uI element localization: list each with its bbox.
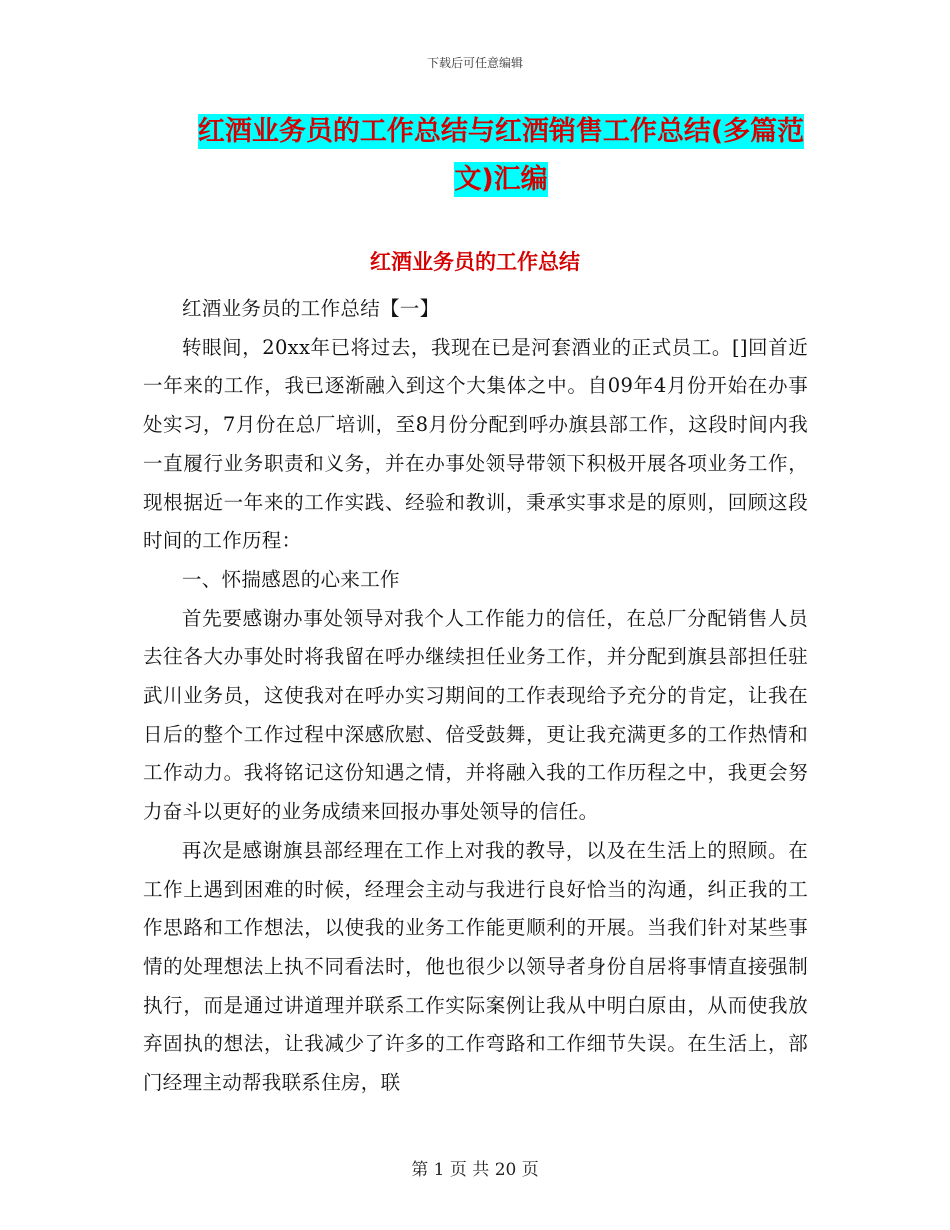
body-text — [143, 290, 808, 1103]
document-title-line-2: 文)汇编 — [454, 164, 548, 195]
paragraph: 再次是感谢旗县部经理在工作上对我的教导，以及在生活上的照顾。在工作上遇到困难的时候，经理会主动与我进行良好恰当的沟通，纠正我的工作思路和工作想法，以使我的业务工作能更顺利的开展。当我们针对某些事情的处理想法上执不同看法时，他也很少以领导者身份自居将事情直接强制执行，而是通过讲道理并联系工作实际案例让我从中明白原由，从而使我放弃固执的想法，让我减少了许多的工作弯路和工作细节失误。在生活上，部门经理主动帮我联系住房，联 — [143, 838, 808, 1095]
section-title: 红酒业务员的工作总结 — [370, 250, 580, 274]
header-note: 下载后可任意编辑 — [426, 56, 523, 70]
paragraph: 首先要感谢办事处领导对我个人工作能力的信任，在总厂分配销售人员去往各大办事处时将我留在呼办继续担任业务工作，并分配到旗县部担任驻武川业务员，这使我对在呼办实习期间的工作表现给予充分的肯定，让我在日后的整个工作过程中深感欣慰、倍受鼓舞，更让我充满更多的工作热情和工作动力。我将铭记这份知遇之情，并将融入我的工作历程之中，我更会努力奋斗以更好的业务成绩来回报办事处领导的信任。 — [143, 606, 808, 824]
paragraph: 转眼间，20xx年已将过去，我现在已是河套酒业的正式员工。[]回首近一年来的工作，我已逐渐融入到这个大集体之中。自09年4月份开始在办事处实习，7月份在总厂培训，至8月份分配到呼办旗县部工作，这段时间内我一直履行业务职责和义务，并在办事处领导带领下积极开展各项业务工作，现根据近一年来的工作实践、经验和教训，秉承实事求是的原则，回顾这段时间的工作历程： — [143, 335, 808, 553]
paragraph-heading: 一、怀揣感恩的心来工作 — [182, 567, 400, 591]
paragraph-subheading: 红酒业务员的工作总结【一】 — [182, 297, 440, 320]
page-footer: 第 1 页 共 20 页 — [411, 1160, 539, 1180]
document-title-line-1: 红酒业务员的工作总结与红酒销售工作总结(多篇范 — [197, 116, 805, 147]
document-title — [196, 108, 806, 204]
